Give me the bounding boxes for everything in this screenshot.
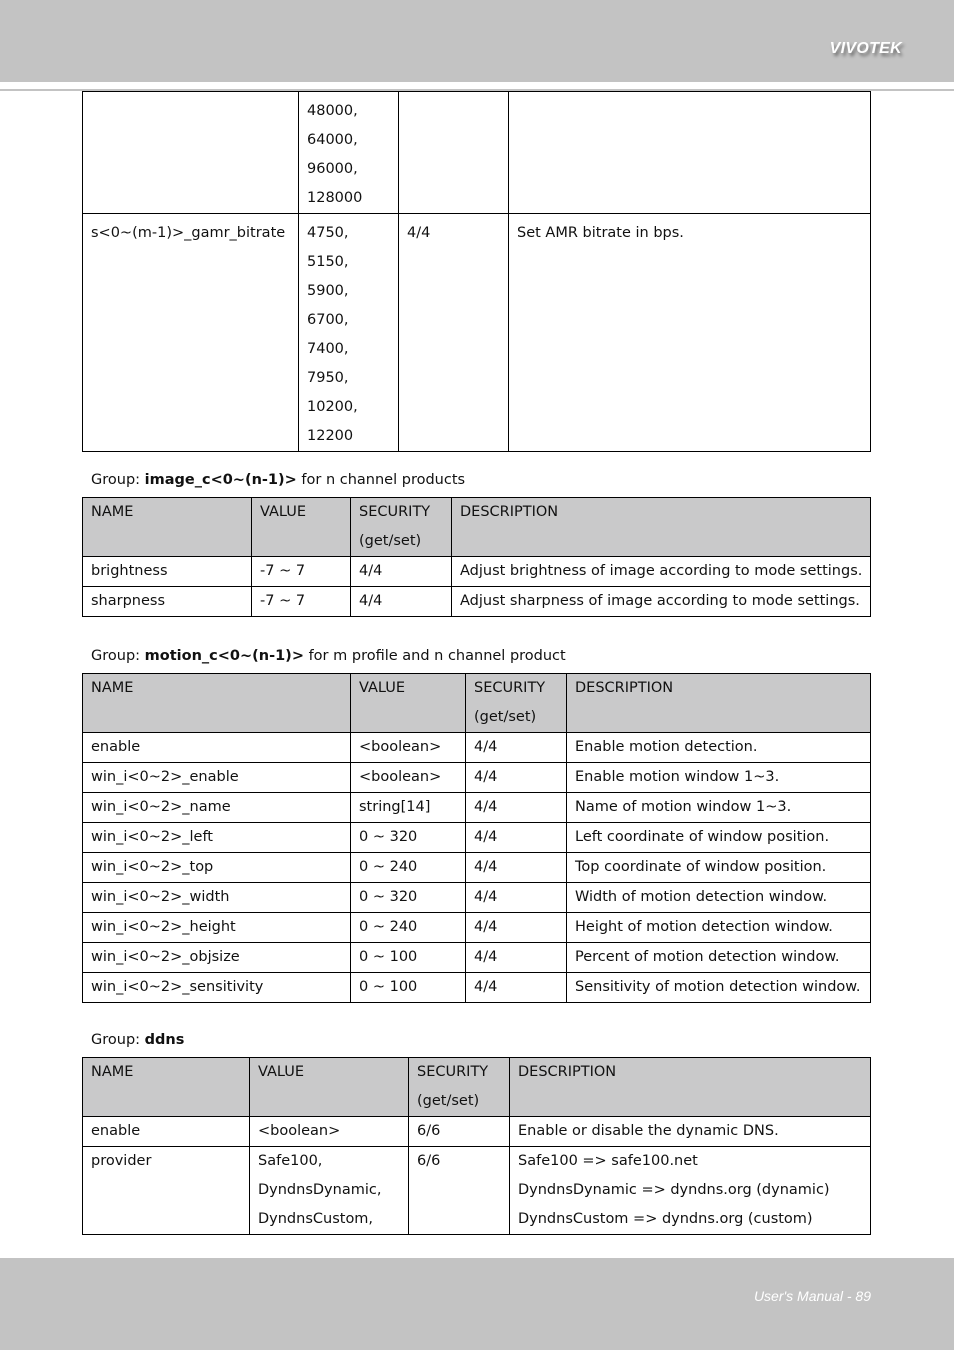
value-line: 5150,: [307, 254, 349, 270]
audio-bitrate-table: [82, 91, 871, 452]
header-security: [466, 674, 567, 733]
param-security: 6/6: [409, 1117, 510, 1147]
value-line: 64000,: [307, 132, 358, 148]
param-name: provider: [83, 1147, 250, 1235]
param-description: Set AMR bitrate in bps.: [509, 214, 871, 452]
header-value: VALUE: [252, 498, 351, 557]
value-line: DyndnsDynamic,: [258, 1182, 382, 1198]
param-name: win_i<0~2>_width: [83, 883, 351, 913]
param-description: Left coordinate of window position.: [567, 823, 871, 853]
table-header-row: [83, 674, 871, 733]
table-row: [83, 214, 871, 452]
table-row: [83, 557, 871, 587]
param-description: Top coordinate of window position.: [567, 853, 871, 883]
param-description: Percent of motion detection window.: [567, 943, 871, 973]
param-value: 0 ~ 100: [351, 943, 466, 973]
table-header-row: [83, 498, 871, 557]
param-security: 4/4: [466, 973, 567, 1003]
table-row: [83, 793, 871, 823]
header-description: DESCRIPTION: [567, 674, 871, 733]
description-line: DyndnsDynamic => dyndns.org (dynamic): [518, 1182, 830, 1198]
table-row: [83, 823, 871, 853]
value-line: 96000,: [307, 161, 358, 177]
param-security: 4/4: [466, 943, 567, 973]
value-line: 48000,: [307, 103, 358, 119]
param-security: 4/4: [466, 823, 567, 853]
param-value: 0 ~ 100: [351, 973, 466, 1003]
param-description: Adjust brightness of image according to mode settings.: [452, 557, 871, 587]
value-line: 4750,: [307, 225, 349, 241]
param-value: 0 ~ 240: [351, 913, 466, 943]
param-description: Height of motion detection window.: [567, 913, 871, 943]
param-value: [250, 1147, 409, 1235]
param-name: enable: [83, 733, 351, 763]
param-value: 0 ~ 320: [351, 823, 466, 853]
value-line: 128000: [307, 190, 363, 206]
group-caption-motion: [91, 648, 566, 664]
header-security-label: SECURITY: [474, 680, 546, 696]
table-row: [83, 587, 871, 617]
header-bar: [0, 0, 954, 82]
header-security-sub: (get/set): [417, 1093, 480, 1109]
table-row: [83, 883, 871, 913]
param-security: 4/4: [466, 733, 567, 763]
group-caption-image: [91, 472, 465, 488]
group-caption-ddns: [91, 1032, 184, 1048]
param-security: [399, 92, 509, 214]
param-description: Enable motion detection.: [567, 733, 871, 763]
param-value: [299, 92, 399, 214]
group-suffix: for n channel products: [296, 472, 466, 488]
param-value: 0 ~ 240: [351, 853, 466, 883]
header-description: DESCRIPTION: [510, 1058, 871, 1117]
param-description: [510, 1147, 871, 1235]
param-description: Sensitivity of motion detection window.: [567, 973, 871, 1003]
param-security: 4/4: [466, 763, 567, 793]
group-name: ddns: [144, 1032, 185, 1048]
header-name: NAME: [83, 674, 351, 733]
table-row: [83, 1117, 871, 1147]
value-line: 10200,: [307, 399, 358, 415]
param-value: 0 ~ 320: [351, 883, 466, 913]
value-line: Safe100,: [258, 1153, 323, 1169]
group-prefix: Group:: [91, 648, 145, 664]
description-line: Safe100 => safe100.net: [518, 1153, 698, 1169]
value-line: DyndnsCustom,: [258, 1211, 374, 1227]
param-name: win_i<0~2>_sensitivity: [83, 973, 351, 1003]
header-security-sub: (get/set): [359, 533, 422, 549]
param-security: 4/4: [351, 557, 452, 587]
param-description: Name of motion window 1~3.: [567, 793, 871, 823]
header-description: DESCRIPTION: [452, 498, 871, 557]
table-row: [83, 973, 871, 1003]
value-line: 5900,: [307, 283, 349, 299]
value-line: 12200: [307, 428, 354, 444]
param-security: 4/4: [466, 853, 567, 883]
table-row: [83, 943, 871, 973]
param-security: 4/4: [351, 587, 452, 617]
param-value: <boolean>: [250, 1117, 409, 1147]
image-table: [82, 497, 871, 617]
group-prefix: Group:: [91, 472, 145, 488]
header-security-label: SECURITY: [417, 1064, 489, 1080]
header-value: VALUE: [351, 674, 466, 733]
table-row: [83, 92, 871, 214]
group-name: motion_c<0~(n-1)>: [144, 648, 304, 664]
param-name: brightness: [83, 557, 252, 587]
param-description: Enable motion window 1~3.: [567, 763, 871, 793]
header-security-label: SECURITY: [359, 504, 431, 520]
table-header-row: [83, 1058, 871, 1117]
param-description: Adjust sharpness of image according to mode settings.: [452, 587, 871, 617]
header-security-sub: (get/set): [474, 709, 537, 725]
param-name: win_i<0~2>_height: [83, 913, 351, 943]
param-name: win_i<0~2>_name: [83, 793, 351, 823]
table-row: [83, 763, 871, 793]
param-security: 4/4: [466, 913, 567, 943]
table-row: [83, 913, 871, 943]
value-line: 6700,: [307, 312, 349, 328]
header-security: [409, 1058, 510, 1117]
param-name: win_i<0~2>_enable: [83, 763, 351, 793]
param-value: <boolean>: [351, 733, 466, 763]
group-suffix: for m profile and n channel product: [303, 648, 566, 664]
param-security: 4/4: [466, 793, 567, 823]
param-name: enable: [83, 1117, 250, 1147]
param-value: -7 ~ 7: [252, 557, 351, 587]
header-security: [351, 498, 452, 557]
group-prefix: Group:: [91, 1032, 145, 1048]
motion-table: [82, 673, 871, 1003]
param-name: win_i<0~2>_top: [83, 853, 351, 883]
param-description: Enable or disable the dynamic DNS.: [510, 1117, 871, 1147]
footer-bar: [0, 1258, 954, 1350]
value-line: 7950,: [307, 370, 349, 386]
table-row: [83, 1147, 871, 1235]
value-line: 7400,: [307, 341, 349, 357]
param-security: 6/6: [409, 1147, 510, 1235]
group-name: image_c<0~(n-1)>: [144, 472, 297, 488]
param-value: -7 ~ 7: [252, 587, 351, 617]
page-number: User's Manual - 89: [753, 1288, 871, 1304]
param-description: [509, 92, 871, 214]
param-value: string[14]: [351, 793, 466, 823]
param-value: [299, 214, 399, 452]
param-description: Width of motion detection window.: [567, 883, 871, 913]
ddns-table: [82, 1057, 871, 1235]
table-row: [83, 853, 871, 883]
param-name: [83, 92, 299, 214]
param-name: sharpness: [83, 587, 252, 617]
header-name: NAME: [83, 1058, 250, 1117]
header-value: VALUE: [250, 1058, 409, 1117]
brand-logo: VIVOTEK: [829, 40, 902, 57]
param-security: 4/4: [399, 214, 509, 452]
param-security: 4/4: [466, 883, 567, 913]
param-value: <boolean>: [351, 763, 466, 793]
description-line: DyndnsCustom => dyndns.org (custom): [518, 1211, 813, 1227]
param-name: win_i<0~2>_objsize: [83, 943, 351, 973]
header-name: NAME: [83, 498, 252, 557]
param-name: win_i<0~2>_left: [83, 823, 351, 853]
param-name: s<0~(m-1)>_gamr_bitrate: [83, 214, 299, 452]
table-row: [83, 733, 871, 763]
